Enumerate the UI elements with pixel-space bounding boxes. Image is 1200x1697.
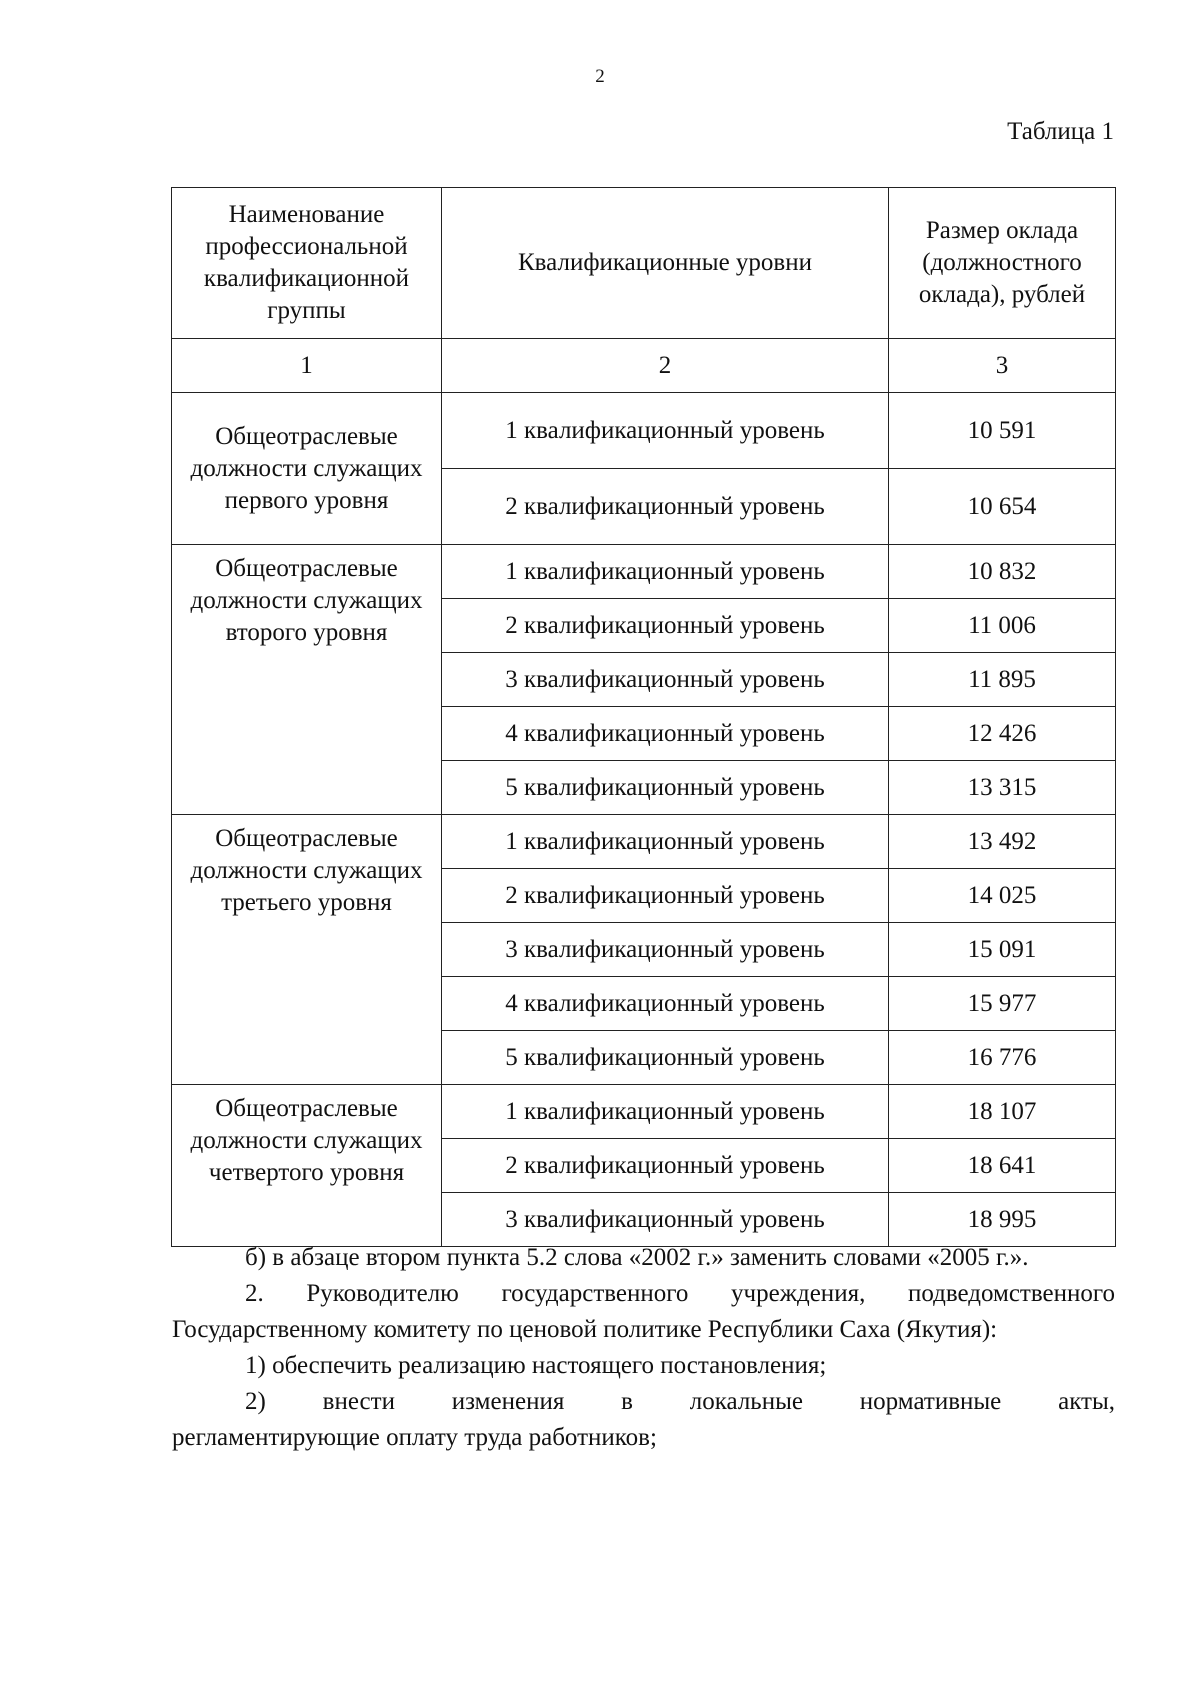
qualification-level-cell: 2 квалификационный уровень [442,1139,889,1193]
table-row [172,545,1116,599]
salary-cell: 11 895 [889,653,1116,707]
group-name-cell: Общеотраслевые должности служащих четвертого уровня [172,1085,442,1247]
salary-cell: 13 492 [889,815,1116,869]
header-salary: Размер оклада (должностного оклада), рублей [889,188,1116,339]
salary-cell: 18 995 [889,1193,1116,1247]
text-block [172,1240,1115,1456]
salary-cell: 15 091 [889,923,1116,977]
salary-cell: 10 832 [889,545,1116,599]
header-group-name: Наименование профессиональной квалификационной группы [172,188,442,339]
header-qualification-level: Квалификационные уровни [442,188,889,339]
qualification-level-cell: 1 квалификационный уровень [442,545,889,599]
group-name-cell: Общеотраслевые должности служащих второго уровня [172,545,442,815]
table-row [172,393,1116,469]
salary-cell: 13 315 [889,761,1116,815]
paragraph-2-2-line1: 2) внести изменения в локальные нормативные акты, [245,1388,1115,1415]
salary-cell: 11 006 [889,599,1116,653]
group-name-cell: Общеотраслевые должности служащих первого уровня [172,393,442,545]
paragraph-b: б) в абзаце втором пункта 5.2 слова «2002 г.» заменить словами «2005 г.». [245,1244,1029,1271]
column-number-row [172,339,1116,393]
salary-cell: 18 107 [889,1085,1116,1139]
qualification-level-cell: 2 квалификационный уровень [442,599,889,653]
qualification-level-cell: 5 квалификационный уровень [442,761,889,815]
salary-cell: 16 776 [889,1031,1116,1085]
salary-cell: 15 977 [889,977,1116,1031]
qualification-level-cell: 1 квалификационный уровень [442,1085,889,1139]
qualification-level-cell: 3 квалификационный уровень [442,653,889,707]
qualification-level-cell: 3 квалификационный уровень [442,923,889,977]
qualification-level-cell: 3 квалификационный уровень [442,1193,889,1247]
salary-cell: 18 641 [889,1139,1116,1193]
qualification-level-cell: 1 квалификационный уровень [442,393,889,469]
qualification-level-cell: 4 квалификационный уровень [442,977,889,1031]
column-number: 1 [172,339,442,393]
salary-cell: 10 654 [889,469,1116,545]
qualification-level-cell: 5 квалификационный уровень [442,1031,889,1085]
table-label: Таблица 1 [1007,118,1114,145]
page-number: 2 [595,66,605,87]
qualification-level-cell: 2 квалификационный уровень [442,469,889,545]
qualification-level-cell: 2 квалификационный уровень [442,869,889,923]
table-header-row [172,188,1116,339]
qualification-level-cell: 1 квалификационный уровень [442,815,889,869]
salary-cell: 10 591 [889,393,1116,469]
salary-cell: 12 426 [889,707,1116,761]
paragraph-2-2-line2: регламентирующие оплату труда работников; [172,1424,657,1451]
qualification-level-cell: 4 квалификационный уровень [442,707,889,761]
table-row [172,815,1116,869]
table-row [172,1085,1116,1139]
column-number: 3 [889,339,1116,393]
column-number: 2 [442,339,889,393]
paragraph-2-1: 1) обеспечить реализацию настоящего постановления; [245,1352,827,1379]
paragraph-2: 2. Руководителю государственного учреждения, подведомственного Государственному комитету по ценовой политике Республики Саха (Якутия): [172,1280,1115,1343]
group-name-cell: Общеотраслевые должности служащих третьего уровня [172,815,442,1085]
salary-cell: 14 025 [889,869,1116,923]
salary-table [171,187,1116,1247]
